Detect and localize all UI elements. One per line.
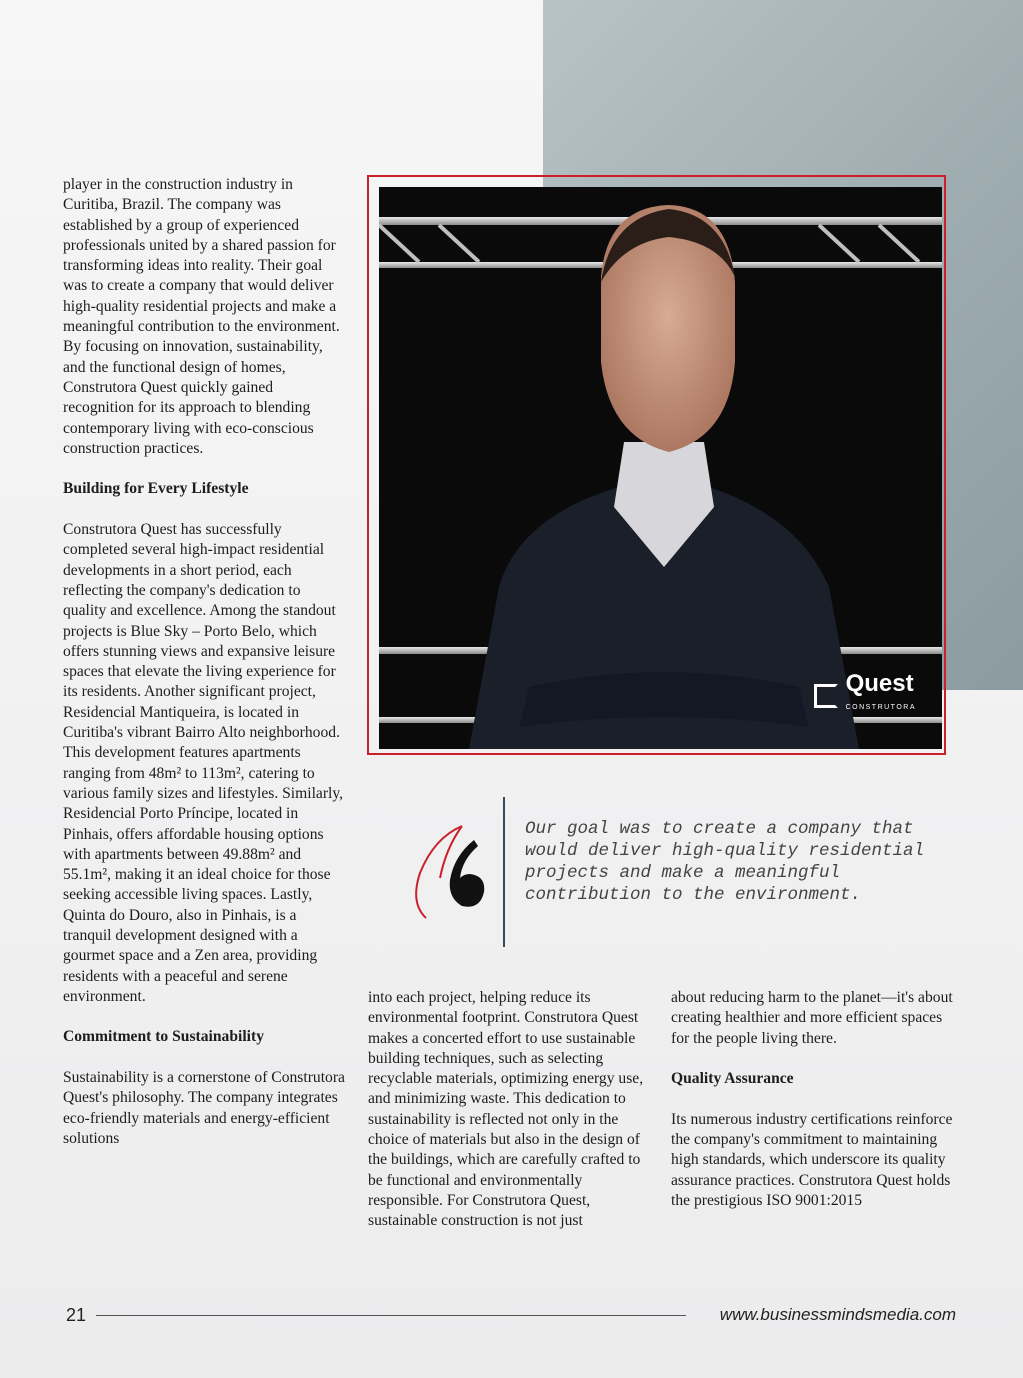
- paragraph: player in the construction industry in Curitiba, Brazil. The company was established by a group of experienced professionals united by a shared passion for transforming ideas into reality. Their goal was to create a company that would deliver high-quality residential projects and make a meaningful contribution to the environment. By focusing on innovation, sustainability, and the functional design of homes, Construtora Quest quickly gained recognition for its approach to blending contemporary living with eco-conscious construction practices.: [63, 176, 340, 457]
- portrait-illustration: [379, 187, 942, 749]
- article-column-1: [63, 175, 346, 1149]
- paragraph: into each project, helping reduce its environmental footprint. Construtora Quest makes a concerted effort to use sustainable building techniques, such as selecting recyclable materials, optimizing energy use, and minimizing waste. This dedication to sustainability is reflected not only in the choice of materials but also in the design of the buildings, which are carefully crafted to be functional and environmentally responsible. For Construtora Quest, sustainable construction is not just: [368, 989, 644, 1230]
- quest-logo-text: [845, 670, 916, 719]
- logo-word: Quest: [845, 670, 914, 697]
- paragraph: Sustainability is a cornerstone of Construtora Quest's philosophy. The company integrates eco-friendly materials and energy-efficient solutions: [63, 1069, 345, 1147]
- pull-quote: Our goal was to create a company that would deliver high-quality residential projects and make a meaningful contribution to the environment.: [525, 819, 925, 905]
- section-heading: Building for Every Lifestyle: [63, 480, 249, 498]
- footer-url-link[interactable]: www.businessmindsmedia.com: [719, 1305, 956, 1324]
- section-heading: Commitment to Sustainability: [63, 1028, 264, 1046]
- article-column-2: [368, 988, 650, 1232]
- footer-divider: [96, 1315, 686, 1316]
- quest-logo: [814, 670, 916, 719]
- paragraph: Its numerous industry certifications reinforce the company's commitment to maintaining high standards, which underscore its quality assurance practices. Construtora Quest holds the prestigious ISO 9001:2015: [671, 1110, 953, 1209]
- page-number: 21: [66, 1305, 87, 1325]
- portrait-photo: [379, 187, 942, 749]
- quote-divider: [503, 797, 505, 947]
- logo-subtitle: CONSTRUTORA: [845, 704, 916, 711]
- paragraph: about reducing harm to the planet—it's about creating healthier and more efficient spaces for the people living there.: [671, 989, 953, 1047]
- portrait-frame: [367, 175, 946, 755]
- section-heading: Quality Assurance: [671, 1070, 794, 1088]
- quote-mark-icon: [404, 818, 494, 923]
- quest-logo-mark-icon: [814, 684, 838, 708]
- article-column-3: [671, 988, 956, 1211]
- paragraph: Construtora Quest has successfully completed several high-impact residential developments in a short period, each reflecting the company's dedication to quality and excellence. Among the standout projects is Blue Sky – Porto Belo, which offers stunning views and expansive leisure spaces that elevate the living experience for its residents. Another significant project, Residencial Mantiqueira, is located in Curitiba's vibrant Bairro Alto neighborhood. This development features apartments ranging from 48m² to 113m², catering to various family sizes and lifestyles. Similarly, Residencial Porto Príncipe, located in Pinhais, offers affordable housing options with apartments between 49.88m² and 55.1m², making it an ideal choice for those seeking accessible living spaces. Lastly, Quinta do Douro, also in Pinhais, is a tranquil development designed with a gourmet space and a Zen area, providing residents with a peaceful and serene environment.: [63, 521, 344, 1005]
